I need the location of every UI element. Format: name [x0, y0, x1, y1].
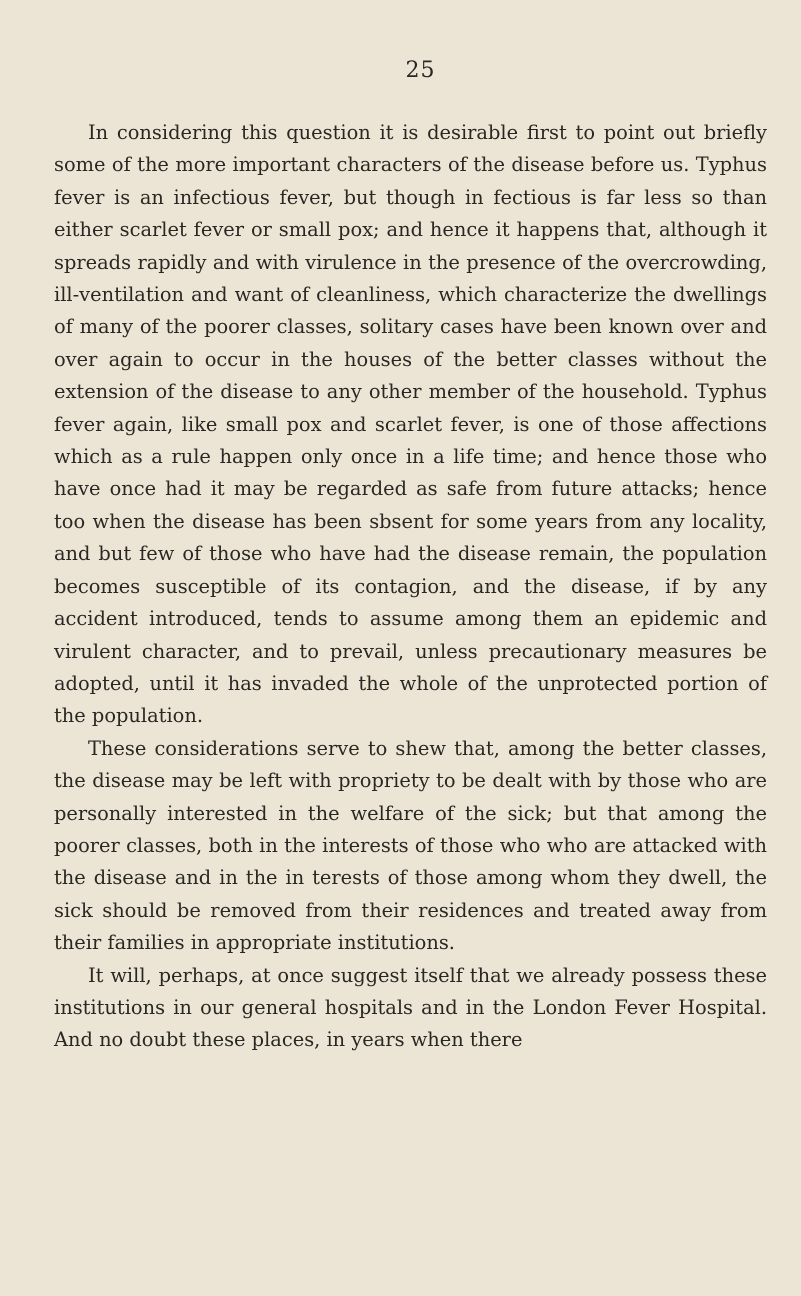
paragraph-1: In considering this question it is desirable first to point out briefly some of the more important characters of the disease before us. Typhus fever is an infectious fever, but though in fectious is far less so than either scarlet fever or small pox; and hence it happens that, although it spreads rapidly and with virulence in the presence of the overcrowding, ill-ventilation and want of cleanliness, which characterize the dwellings of many of the poorer classes, solitary cases have been known over and over again to occur in the houses of the better classes without the extension of the disease to any other member of the household. Typhus fever again, like small pox and scarlet fever, is one of those affections which as a rule happen only once in a life time; and hence those who have once had it may be regarded as safe from future attacks; hence too when the disease has been sbsent for some years from any locality, and but few of those who have had the disease remain, the population becomes susceptible of its contagion, and the disease, if by any accident introduced, tends to assume among them an epidemic and virulent character, and to prevail, unless precautionary measures be adopted, until it has invaded the whole of the unprotected portion of the population. [54, 121, 767, 728]
paragraph-2: These considerations serve to shew that, among the better classes, the disease may be left with propriety to be dealt with by those who are personally interested in the welfare of the sick; but that among the poorer classes, both in the interests of those who who are attacked with the disease and in the in terests of those among whom they dwell, the sick should be removed from their residences and treated away from their families in appropriate institutions. [54, 736, 767, 955]
body-text [54, 117, 767, 1057]
paragraph-3: It will, perhaps, at once suggest itself that we already possess these institutions in our general hospitals and in the London Fever Hospital. And no doubt these places, in years when there [54, 963, 767, 1052]
page-number: 25 [405, 58, 436, 83]
